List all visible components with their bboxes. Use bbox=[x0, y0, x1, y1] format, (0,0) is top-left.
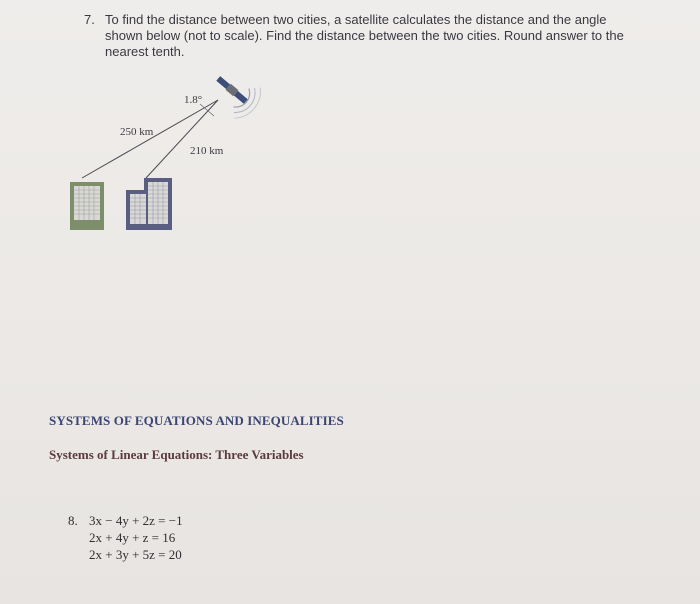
angle-label: 1.8° bbox=[184, 94, 203, 106]
equation-1: 3x − 4y + 2z = −1 bbox=[89, 513, 183, 528]
satellite-distance-diagram bbox=[60, 66, 270, 236]
distance-line-left bbox=[82, 100, 218, 178]
problem-7-line-1 bbox=[84, 12, 684, 28]
left-distance-label: 250 km bbox=[120, 126, 154, 138]
problem-7-text: To find the distance between two cities, a satellite calculates the distance and the angle bbox=[105, 12, 607, 27]
problem-8-number: 8. bbox=[68, 513, 78, 528]
problem-8 bbox=[68, 512, 183, 563]
city-building-icon bbox=[70, 182, 104, 230]
city-building-icon bbox=[126, 178, 172, 230]
equation-row bbox=[68, 512, 183, 529]
problem-7 bbox=[84, 12, 684, 60]
equation-3: 2x + 3y + 5z = 20 bbox=[89, 547, 182, 562]
problem-7-number: 7. bbox=[84, 12, 95, 27]
subsection-heading: Systems of Linear Equations: Three Variables bbox=[49, 447, 304, 462]
problem-7-line-2: shown below (not to scale). Find the distance between the two cities. Round answer to the bbox=[105, 28, 624, 43]
right-distance-label: 210 km bbox=[190, 145, 224, 157]
satellite-icon bbox=[205, 66, 267, 124]
problem-7-line-3: nearest tenth. bbox=[105, 44, 185, 59]
section-heading: SYSTEMS OF EQUATIONS AND INEQUALITIES bbox=[49, 413, 344, 428]
equation-2: 2x + 4y + z = 16 bbox=[89, 530, 176, 545]
distance-line-right bbox=[146, 100, 218, 178]
